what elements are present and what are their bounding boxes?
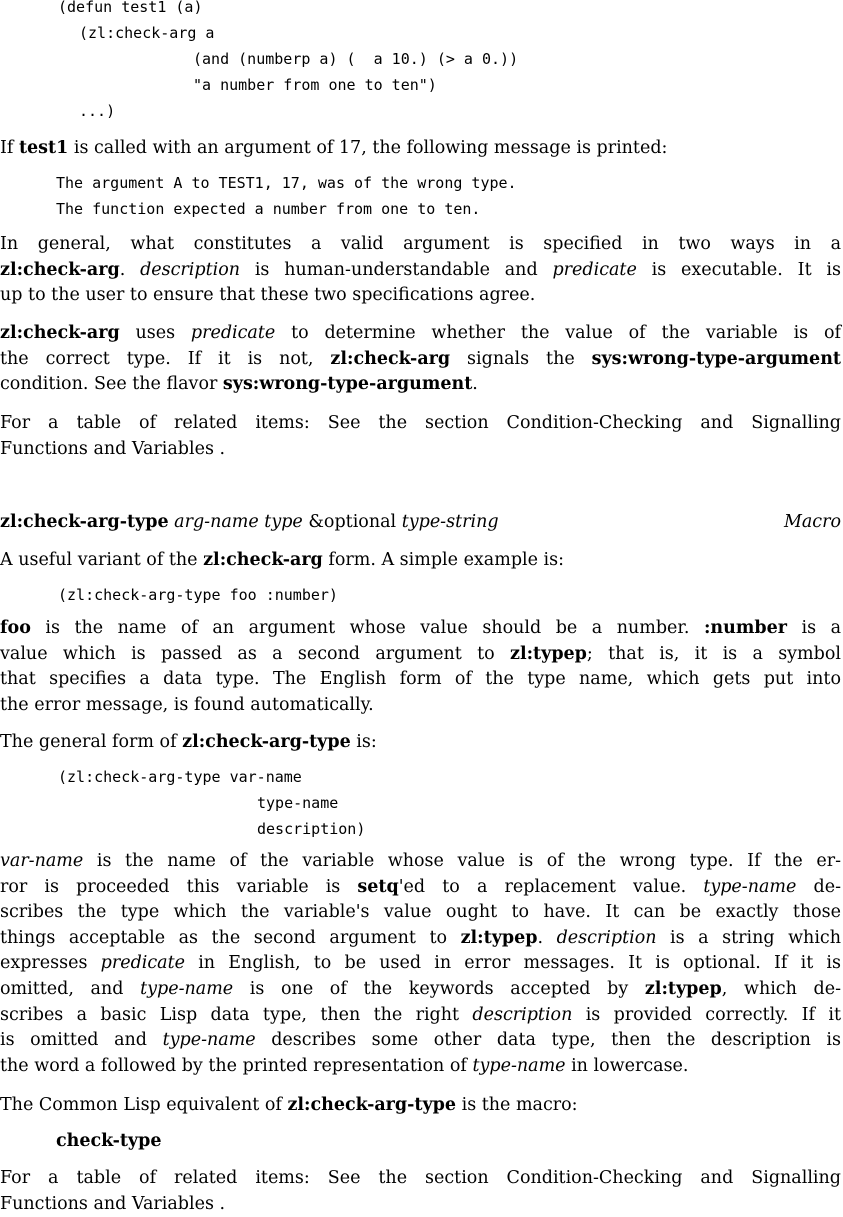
code-line: The argument A to TEST1, 17, was of the wrong type.: [56, 174, 517, 192]
paragraph-check-arg-uses: zl:check-arg uses predicate to determine whether the value of the variable is of the correct type. If it is not, zl:check-arg signals the sys:wrong-type-argument condition. See the flavor sys:wrong-type-argument.: [0, 323, 841, 395]
code-line: type-name: [257, 794, 339, 812]
check-type-macro: check-type: [56, 1131, 162, 1151]
term: zl:check-arg-type: [182, 732, 351, 752]
cross-reference: For a table of related items: See the section Condition-Checking and Signalling: [0, 1168, 841, 1188]
code-line: The function expected a number from one to ten.: [56, 200, 481, 218]
macro-args: arg-name type: [174, 512, 303, 532]
paragraph-related-items-1: [0, 411, 841, 462]
term: sys:wrong-type-argument: [591, 348, 841, 369]
term: zl:check-arg: [0, 323, 120, 343]
macro-kind: Macro: [783, 512, 841, 532]
paragraph-common-lisp: The Common Lisp equivalent of zl:check-arg-type is the macro:: [0, 1095, 578, 1115]
term: :number: [703, 618, 787, 638]
paragraph-var-name: var-name is the name of the variable whose value is of the wrong type. If the er- ror is proceeded this variable is setq'ed to a replacement value. type-name de- scribes the type which the variable's value ought to have. It can be exactly those things acceptable as the second argument to zl:typep. description is a string which expresses predicate in English, to be used in error messages. It is optional. If it is omitted, and type-name is one of the keywords accepted by zl:typep, which de- scribes a basic Lisp data type, then the right description is provided correctly. If it is omitted and type-name describes some other data type, then the description is the word a followed by the printed representation of type-name in lowercase.: [0, 851, 842, 1076]
code-line: description): [257, 820, 366, 838]
cross-reference: Functions and Variables .: [0, 1193, 226, 1214]
macro-name: zl:check-arg-type: [0, 512, 169, 532]
term: zl:typep: [460, 927, 538, 948]
term: zl:check-arg: [203, 550, 323, 570]
term: zl:check-arg-type: [287, 1095, 457, 1115]
term: setq: [357, 876, 399, 897]
code-line: "a number from one to ten"): [193, 76, 437, 94]
term: zl:typep: [644, 978, 722, 999]
paragraph-foo: foo is the name of an argument whose value should be a number. :number is a value which is passed as a second argument to zl:typep; that is, it is a symbol that specifies a data type. The English form of the type name, which gets put into the error message, is found automatically.: [0, 618, 841, 715]
paragraph-test1: If test1 is called with an argument of 17, the following message is printed:: [0, 138, 668, 158]
code-line: (zl:check-arg a: [79, 24, 215, 42]
paragraph-related-items-2: [0, 1166, 841, 1217]
code-line: (zl:check-arg-type var-name: [58, 768, 302, 786]
cross-reference: Functions and Variables .: [0, 438, 226, 459]
cross-reference: For a table of related items: See the section Condition-Checking and Signalling: [0, 413, 841, 433]
term: sys:wrong-type-argument: [222, 374, 473, 395]
code-line: (and (numberp a) ( a 10.) (> a 0.)): [193, 50, 519, 68]
paragraph-useful-variant: A useful variant of the zl:check-arg form. A simple example is:: [0, 550, 565, 570]
macro-header: zl:check-arg-type arg-name type &optional type-string Macro: [0, 509, 841, 535]
term: foo: [0, 618, 31, 638]
term: zl:check-arg: [330, 348, 451, 369]
term: zl:check-arg: [0, 259, 120, 280]
code-line: (defun test1 (a): [58, 0, 203, 16]
macro-optional-arg: type-string: [401, 512, 499, 532]
paragraph-in-general: In general, what constitutes a valid argument is specified in two ways in a zl:check-arg. description is human-understandable and predicate is executable. It is up to the user to ensure that these two specifications agree.: [0, 234, 841, 306]
paragraph-general-form: The general form of zl:check-arg-type is:: [0, 732, 377, 752]
code-line: ...): [79, 102, 116, 120]
code-example-simple: (zl:check-arg-type foo :number): [58, 586, 338, 604]
term: test1: [18, 138, 69, 158]
term: zl:typep: [510, 643, 587, 664]
